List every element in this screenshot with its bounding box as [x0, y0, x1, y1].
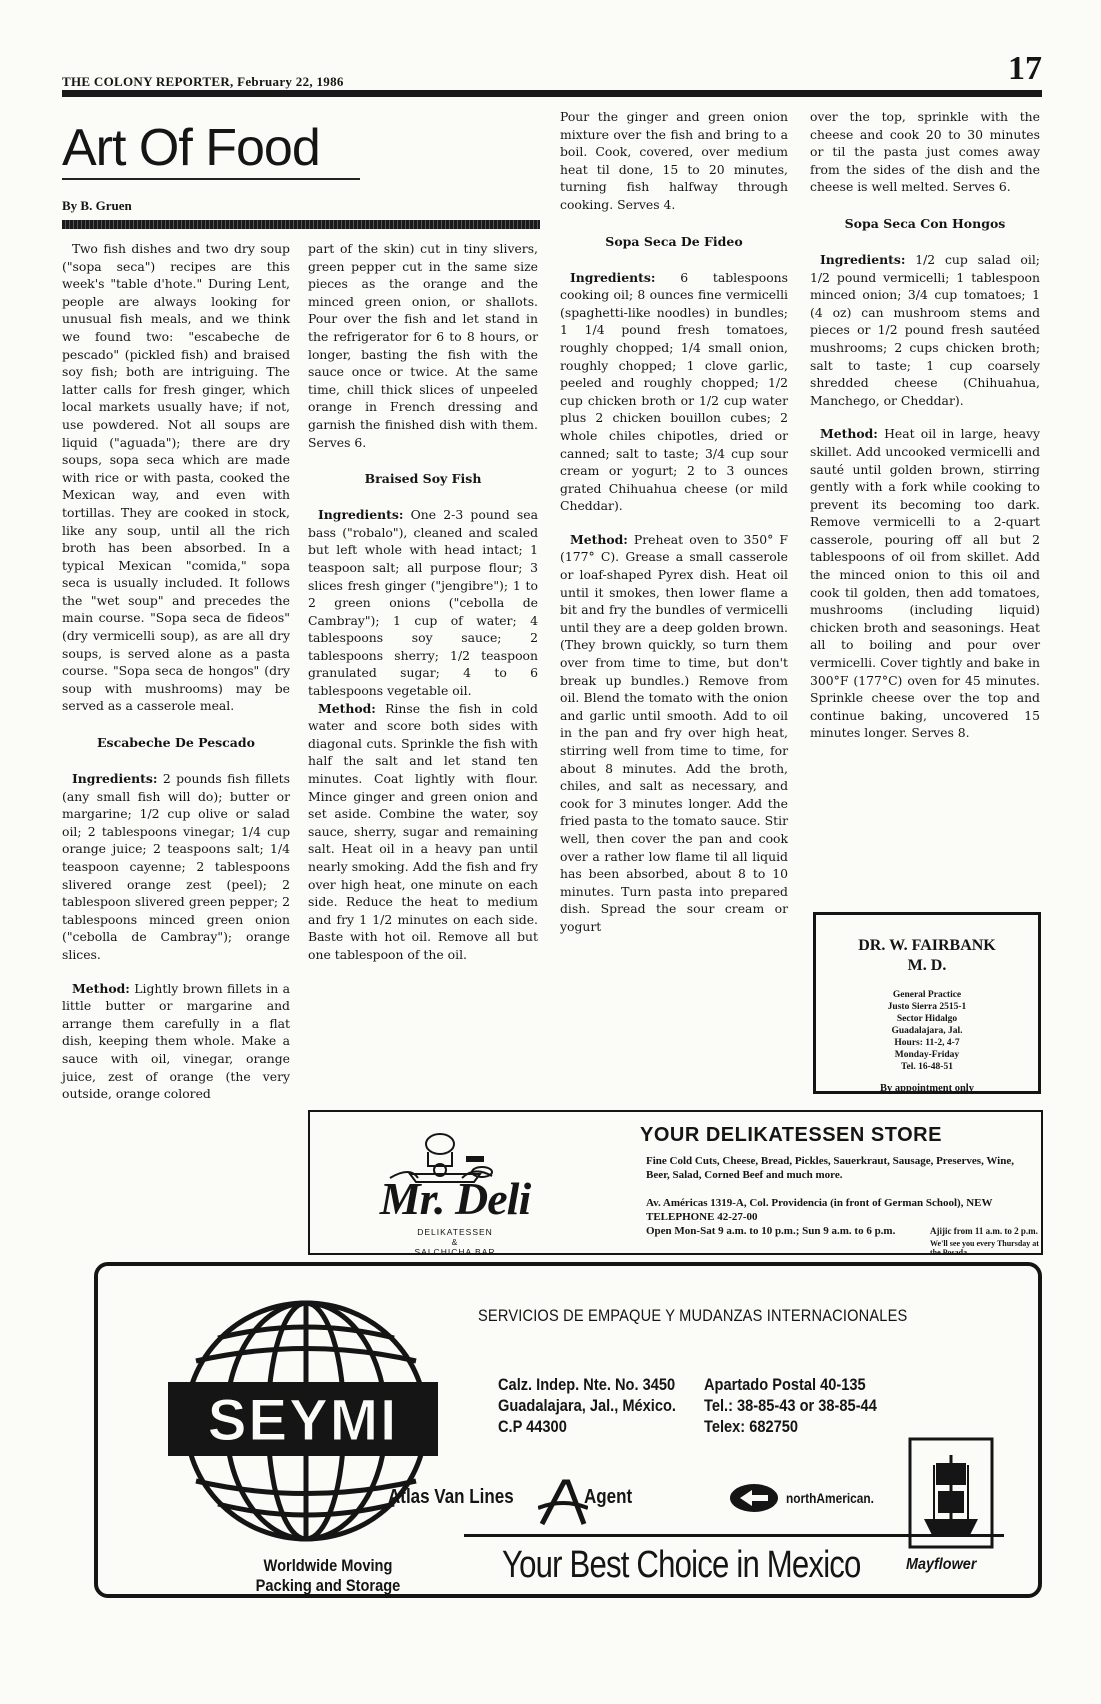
method-label: Method:: [72, 980, 130, 996]
atlas-text: Atlas Van Lines: [388, 1486, 514, 1508]
method-continued-fideo: over the top, sprinkle with the cheese and cook 20 to 30 minutes or til the pasta just comes away from the sides of the dish and the cheese is well melted. Serves 6.: [810, 109, 1040, 195]
northamerican-text: northAmerican.: [786, 1490, 874, 1506]
deli-line: Open Mon-Sat 9 a.m. to 10 p.m.; Sun 9 a.m. to 6 p.m.: [646, 1225, 896, 1237]
mayflower-text: Mayflower: [906, 1556, 977, 1573]
recipe-title-soy-fish: Braised Soy Fish: [364, 471, 482, 487]
seymi-slogan: Your Best Choice in Mexico: [502, 1544, 861, 1586]
deli-logo: Mr. Deli: [379, 1173, 531, 1224]
doctor-ad: [813, 912, 1041, 1094]
byline-rule: [62, 220, 540, 229]
slogan-rule: [464, 1534, 1004, 1537]
method-text: Preheat oven to 350° F (177° C). Grease a small casserole or loaf-shaped Pyrex dish. Heat oil until it smokes, then lower flame a bit and fry the bundles of vermicelli until they are a deep golden brown. (They brown quickly, so turn them over from time to time, but don't break up bundles.) Remove from oil. Blend the tomato with the onion and garlic until smooth. Add to oil in the pan and fry over high heat, stirring well from time to time, for about 8 minutes. Add the broth, chiles, and salt as necessary, and cook for 3 minutes longer. Add the fried pasta to the tomato sauce. Stir well, then cover the pan and cook over a rather low flame til all liquid has been absorbed, about 8 to 10 minutes. Turn pasta into prepared dish. Spread the sour cream or yogurt: [560, 531, 788, 934]
agent-text: Agent: [584, 1486, 633, 1508]
seymi-address: [498, 1374, 676, 1437]
seymi-contact: [704, 1374, 877, 1437]
column-1: [62, 240, 290, 1103]
ingredients-text: 2 pounds fish fillets (any small fish will do); butter or margarine; 1/2 cup olive or salad oil; 2 tablespoons vinegar; 1/4 cup orange juice; 2 teaspoons salt; 1/4 teaspoon cayenne; 2 tablespoons slivered orange zest (peel); 2 tablespoon slivered green pepper; 2 tablespoons minced green onion ("cebolla de Cambray"); orange slices.: [62, 771, 290, 962]
deli-logo-subtitle: [370, 1227, 540, 1257]
method-text: Rinse the fish in cold water and score both sides with diagonal cuts. Sprinkle the fish with half the salt and let stand ten minutes. Coat lightly with flour. Mince ginger and green onion and set aside. Combine the water, soy sauce, sherry, sugar and remaining salt. Heat oil in a heavy pan until nearly smoking. Add the fish and fry over high heat, one minute on each side. Reduce the heat to medium and fry 1 1/2 minutes on each side. Baste with hot oil. Remove all but one tablespoon of the oil.: [308, 700, 538, 962]
recipe-ingredients-soy-fish: [308, 506, 538, 700]
seymi-contact-line: Telex: 682750: [704, 1417, 799, 1436]
seymi-contact-line: Apartado Postal 40-135: [704, 1375, 866, 1394]
column-3: [560, 108, 788, 936]
recipe-method-fideo: [560, 531, 788, 936]
title-rule: [62, 178, 360, 180]
mayflower-ship-icon: [906, 1430, 996, 1570]
page-number: 17: [1008, 50, 1042, 87]
recipe-ingredients-fideo: [560, 269, 788, 515]
doctor-line: Guadalajara, Jal.: [891, 1026, 963, 1036]
recipe-method-escabeche: [62, 980, 290, 1103]
doctor-line: Monday-Friday: [894, 1050, 960, 1060]
masthead: [62, 50, 1042, 98]
column-4: [810, 108, 1040, 742]
seymi-ad: [94, 1262, 1042, 1598]
recipe-method-hongos: [810, 425, 1040, 742]
recipe-ingredients-hongos: [810, 251, 1040, 409]
method-text: Heat oil in large, heavy skillet. Add uncooked vermicelli and sauté until golden brown, stirring gently with a fork while cooking to prevent its becoming too dark. Remove vermicelli to a 2-quart casserole, pouring off all but 2 tablespoons of oil from skillet. Add the minced onion to this oil and cook til golden, then add tomatoes, mushrooms (including liquid) chicken broth and seasonings. Heat all to boiling and pour over vermicelli. Cover tightly and bake in 300°F (177°C) oven for 45 minutes. Sprinkle cheese over the top and continue baking, uncovered 15 minutes longer. Serves 8.: [810, 426, 1040, 741]
seymi-services: SERVICIOS DE EMPAQUE Y MUDANZAS INTERNACIONALES: [478, 1306, 908, 1325]
doctor-appointment-note: By appointment only: [880, 1083, 974, 1094]
article-title: Art Of Food: [62, 119, 320, 177]
deli-line: Fine Cold Cuts, Cheese, Bread, Pickles, Sauerkraut, Sausage, Preserves, Wine, Beer, Salad, Corned Beef and much more.: [646, 1155, 1014, 1181]
seymi-contact-line: Tel.: 38-85-43 or 38-85-44: [704, 1396, 877, 1415]
paper-dateline: THE COLONY REPORTER, February 22, 1986: [62, 74, 344, 89]
seymi-address-line: Guadalajara, Jal., México.: [498, 1396, 676, 1415]
ingredients-label: Ingredients:: [318, 507, 404, 523]
ingredients-text: One 2-3 pound sea bass ("robalo"), cleaned and scaled but left whole with head intact; 1 teaspoon salt; all purpose flour; 3 slices fresh ginger ("jengibre"); 1 to 2 green onions ("cebolla de Cambray"); 1 cup of water; 4 tablespoons soy sauce; 2 tablespoons sherry; 1/2 teaspoon granulated sugar; 4 to 6 tablespoons vegetable oil.: [308, 507, 538, 699]
svg-text:SEYMI: SEYMI: [207, 1388, 399, 1453]
recipe-ingredients-escabeche: [62, 770, 290, 964]
deli-ad: [308, 1110, 1043, 1255]
seymi-address-line: Calz. Indep. Nte. No. 3450: [498, 1375, 676, 1394]
ingredients-label: Ingredients:: [570, 269, 656, 285]
atlas-a-icon: [538, 1478, 588, 1526]
recipe-title-fideo: Sopa Seca De Fideo: [605, 233, 743, 249]
method-label: Method:: [570, 531, 628, 547]
doctor-line: General Practice: [892, 990, 962, 1000]
doctor-name: DR. W. FAIRBANK: [858, 937, 996, 954]
method-continued-soy-fish: Pour the ginger and green onion mixture over the fish and bring to a boil. Cook, covered, over medium heat til done, 15 to 20 minutes, turning fish halfway through cooking. Serves 4.: [560, 109, 788, 212]
masthead-rule: [62, 90, 1042, 97]
recipe-method-soy-fish: [308, 700, 538, 964]
method-label: Method:: [318, 700, 376, 716]
northamerican-arrows-icon: [728, 1482, 780, 1514]
deli-line: Av. Américas 1319-A, Col. Providencia (in front of German School), NEW TELEPHONE 42-27-00: [646, 1197, 993, 1223]
ingredients-text: 6 tablespoons cooking oil; 8 ounces fine vermicelli (spaghetti-like noodles) in bundles; 1 1/4 pound fresh tomatoes, roughly chopped; 1/4 small onion, roughly chopped; 1 clove garlic, peeled and roughly chopped; 1/2 cup chicken broth or 1/2 cup water plus 2 chicken bouillon cubes; 2 whole chiles chipotles, dried or canned; salt to taste; 3/4 cup sour cream or yogurt; 2 to 3 ounces grated Chihuahua cheese (or mild Cheddar).: [560, 269, 788, 514]
ingredients-text: 1/2 cup salad oil; 1/2 pound vermicelli; 1 tablespoon minced onion; 3/4 cup tomatoes; 1 (4 oz) can mushroom stems and pieces or 1/2 pound fresh sautéed mushrooms; 2 cups chicken broth; salt to taste; 1 cup coarsely shredded cheese (Chihuahua, Manchego, or Cheddar).: [810, 251, 1040, 408]
seymi-logo: [168, 1374, 438, 1464]
doctor-line: Tel. 16-48-51: [901, 1062, 953, 1072]
method-label: Method:: [820, 426, 878, 442]
doctor-degree: M. D.: [907, 957, 947, 974]
deli-line-ajijic: Ajijic from 11 a.m. to 2 p.m.: [930, 1226, 1038, 1236]
method-continued-escabeche: part of the skin) cut in tiny slivers, green pepper cut in the same size pieces as the orange and the minced green onion, or shallots. Pour over the fish and let stand in the refrigerator for 6 to 8 hours, or longer, basting the fish with the sauce once or twice. At the same time, chill thick slices of unpeeled orange in French dressing and garnish the finished dish with them. Serves 6.: [308, 241, 538, 450]
deli-logo-sub-1: DELIKATESSEN: [417, 1227, 493, 1237]
recipe-title-escabeche: Escabeche De Pescado: [97, 735, 255, 751]
recipe-title-hongos: Sopa Seca Con Hongos: [844, 215, 1006, 231]
doctor-line: Justo Sierra 2515-1: [887, 1002, 967, 1012]
intro-paragraph: Two fish dishes and two dry soup ("sopa seca") recipes are this week's "table d'hote." During Lent, people are always looking for unusual fish meals, and we think we found two: "escabeche de pescado" (pickled fish) and braised soy fish; both are intriguing. The latter calls for fresh ginger, which local markets usually have; if not, use powdered. Not all soups are liquid ("aguada"); there are dry soups, sopa seca which are made with rice or with pasta, cooked the Mexican way, and even with tortillas. They are cooked in stock, like any soup, until all the rich broth has been absorbed. In a typical Mexican "comida," sopa seca is usually included. It follows the "wet soup" and precedes the main course. "Sopa seca de fideos" (dry vermicelli soup), as are all dry soups, is served alone as a pasta course. "Sopa seca de hongos" (dry soup with mushrooms) may be served as a casserole meal.: [62, 241, 290, 714]
ingredients-label: Ingredients:: [72, 771, 158, 787]
tagline-line: Packing and Storage: [255, 1576, 401, 1595]
deli-headline: YOUR DELIKATESSEN STORE: [640, 1124, 942, 1146]
seymi-tagline: [233, 1556, 422, 1596]
deli-line-posada: We'll see you every Thursday at the Posada: [930, 1239, 1039, 1257]
deli-logo-sub-2: &: [451, 1237, 459, 1247]
seymi-address-line: C.P 44300: [498, 1417, 567, 1436]
method-text: Lightly brown fillets in a little butter or margarine and arrange them carefully in a flat dish, keeping them whole. Make a sauce with oil, vinegar, orange juice, zest of orange (the very outside, orange colored: [62, 980, 290, 1102]
tagline-line: Worldwide Moving: [263, 1556, 393, 1575]
deli-logo-sub-3: SALCHICHA BAR: [414, 1247, 496, 1257]
ingredients-label: Ingredients:: [820, 251, 906, 267]
atlas-van-lines-logo: [388, 1478, 688, 1528]
doctor-line: Sector Hidalgo: [896, 1014, 958, 1024]
byline: By B. Gruen: [62, 198, 132, 213]
doctor-line: Hours: 11-2, 4-7: [894, 1038, 960, 1048]
northamerican-logo: [728, 1480, 878, 1516]
column-2: [308, 240, 538, 964]
